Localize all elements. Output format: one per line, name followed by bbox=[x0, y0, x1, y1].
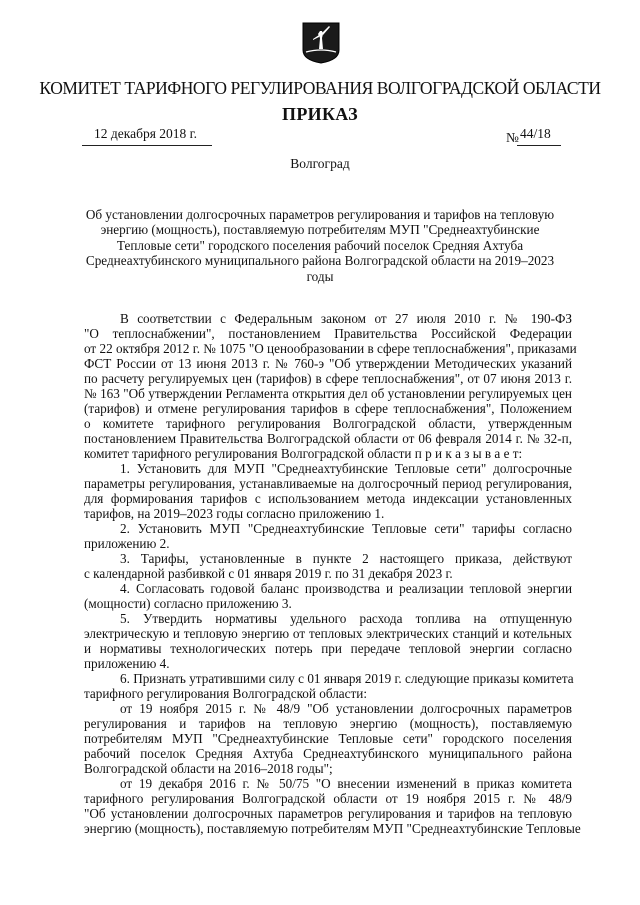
body-line: параметры регулирования, устанавливаемые на долгосрочный период регулирования, bbox=[84, 476, 572, 491]
body-line: тарифного регулирования Волгоградской области от 19 ноября 2015 г. № 48/9 bbox=[84, 791, 572, 806]
body-line: для формирования тарифов с использованием метода индексации установленных bbox=[84, 491, 572, 506]
body-line: 2. Установить МУП "Среднеахтубинские Тепловые сети" тарифы согласно bbox=[120, 521, 572, 536]
body-line: ФСТ России от 13 июня 2013 г. № 760-э "Об утверждении Методических указаний bbox=[84, 356, 572, 371]
body-line: № 163 "Об утверждении Регламента открытия дел об установлении регулируемых цен bbox=[84, 386, 572, 401]
body-line: (мощности) согласно приложению 3. bbox=[84, 596, 292, 611]
organization-name: КОМИТЕТ ТАРИФНОГО РЕГУЛИРОВАНИЯ ВОЛГОГРАДСКОЙ ОБЛАСТИ bbox=[39, 78, 601, 98]
body-line: 1. Установить для МУП "Среднеахтубинские Тепловые сети" долгосрочные bbox=[120, 461, 572, 476]
body-line: 5. Утвердить нормативы удельного расхода топлива на отпущенную bbox=[120, 611, 572, 626]
body-line: о комитете тарифного регулирования Волгоградской области, утвержденным bbox=[84, 416, 572, 431]
document-subject: Об установлении долгосрочных параметров регулирования и тарифов на тепловую энергию (мощность), поставляемую потребителям МУП "Среднеахтубинские Тепловые сети" городского поселения рабочий поселок Средняя Ахтуба Среднеахтубинского муниципального района Волгоградской области на 2019–2023 годы bbox=[85, 207, 555, 284]
body-line: комитет тарифного регулирования Волгоградской области п р и к а з ы в а е т: bbox=[84, 446, 523, 461]
body-line: Волгоградской области на 2016–2018 годы"; bbox=[84, 761, 333, 776]
body-line: энергию (мощность), поставляемую потребителям МУП "Среднеахтубинские Тепловые bbox=[84, 821, 581, 836]
body-line: с календарной разбивкой с 01 января 2019 г. по 31 декабря 2023 г. bbox=[84, 566, 453, 581]
document-date: 12 декабря 2018 г. bbox=[94, 126, 198, 141]
document-type: ПРИКАЗ bbox=[282, 104, 358, 124]
body-line: от 19 ноября 2015 г. № 48/9 "Об установлении долгосрочных параметров bbox=[120, 701, 572, 716]
body-line: от 19 декабря 2016 г. № 50/75 "О внесении изменений в приказ комитета bbox=[120, 776, 572, 791]
body-line: приложению 2. bbox=[84, 536, 170, 551]
body-line: 4. Согласовать годовой баланс производства и реализации тепловой энергии bbox=[120, 581, 572, 596]
body-line: тарифов, на 2019–2023 годы согласно приложению 1. bbox=[84, 506, 385, 521]
number-underline bbox=[517, 145, 561, 146]
body-line: 6. Признать утратившими силу с 01 января 2019 г. следующие приказы комитета bbox=[120, 671, 574, 686]
body-line: "О теплоснабжении", постановлением Правительства Российской Федерации bbox=[84, 326, 572, 341]
body-line: тарифного регулирования Волгоградской области: bbox=[84, 686, 367, 701]
body-line: В соответствии с Федеральным законом от 27 июля 2010 г. № 190-ФЗ bbox=[120, 311, 572, 326]
date-underline bbox=[82, 145, 212, 146]
body-line: постановлением Правительства Волгоградской области от 06 февраля 2014 г. № 32-п, bbox=[84, 431, 572, 446]
volgograd-emblem-icon bbox=[302, 22, 340, 64]
body-line: электрическую и тепловую энергию от тепловых электрических станций и котельных bbox=[84, 626, 572, 641]
body-line: регулирования и тарифов на тепловую энергию (мощность), поставляемую bbox=[84, 716, 572, 731]
body-line: по расчету регулируемых цен (тарифов) в сфере теплоснабжения", от 07 июня 2013 г. bbox=[84, 371, 572, 386]
body-line: и нормативы технологических потерь при передаче тепловой энергии согласно bbox=[84, 641, 572, 656]
body-line: "Об установлении долгосрочных параметров регулирования и тарифов на тепловую bbox=[84, 806, 572, 821]
body-line: 3. Тарифы, установленные в пункте 2 настоящего приказа, действуют bbox=[120, 551, 572, 566]
body-line: рабочий поселок Средняя Ахтуба Среднеахтубинского муниципального района bbox=[84, 746, 572, 761]
body-line: потребителям МУП "Среднеахтубинские Тепловые сети" городского поселения bbox=[84, 731, 572, 746]
body-line: (тарифов) и отмене регулирования тарифов в сфере теплоснабжения", Положением bbox=[84, 401, 572, 416]
body-line: от 22 октября 2012 г. № 1075 "О ценообразовании в сфере теплоснабжения", приказами bbox=[84, 341, 577, 356]
document-number: 44/18 bbox=[520, 126, 551, 141]
number-sign: № bbox=[506, 130, 519, 145]
body-line: приложению 4. bbox=[84, 656, 170, 671]
city-name: Волгоград bbox=[290, 156, 350, 171]
